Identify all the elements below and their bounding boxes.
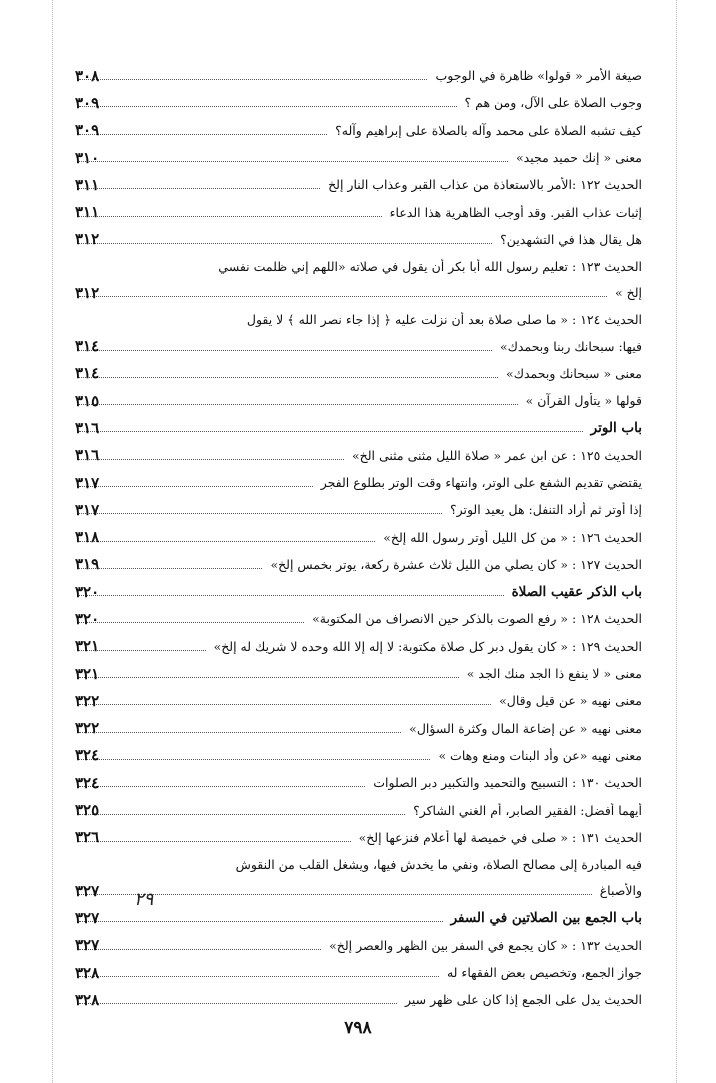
toc-entry-title: الحديث ١٢٨ : « رفع الصوت بالذكر حين الانصراف من المكتوبة» <box>308 611 642 626</box>
toc-entry <box>75 469 642 496</box>
toc-entry <box>75 332 642 359</box>
toc-entry-page: ٣٢٧ <box>75 908 100 927</box>
toc-entry-page: ٣٢٢ <box>75 719 100 738</box>
toc-entry <box>75 117 642 144</box>
toc-entry-title: صيغة الأمر « قولوا» ظاهرة في الوجوب <box>431 68 642 83</box>
toc-entry-page: ٣١٦ <box>75 446 100 465</box>
toc-entry-title: باب الوتر <box>587 420 642 436</box>
toc-entry <box>75 986 642 1013</box>
toc-entry <box>75 796 642 823</box>
toc-entry-title: الحديث ١٣٢ : « كان يجمع في السفر بين الظهر والعصر إلخ» <box>325 938 642 953</box>
toc-entry-page: ٣١٨ <box>75 528 100 547</box>
toc-entry-page: ٣٢٠ <box>75 582 100 601</box>
dot-leader <box>79 921 443 922</box>
toc-entry-page: ٣٢٦ <box>75 828 100 847</box>
toc-entry <box>75 932 642 959</box>
toc-entry <box>75 877 642 904</box>
toc-entry <box>75 715 642 742</box>
toc-entry <box>75 959 642 986</box>
toc-entry-page: ٣٢٧ <box>75 936 100 955</box>
toc-entry-title: باب الجمع بين الصلاتين في السفر <box>447 910 642 926</box>
toc-entry-page: ٣٢٤ <box>75 746 100 765</box>
toc-entry-title: أيهما أفضل: الفقير الصابر، أم الغني الشاكر؟ <box>409 803 642 818</box>
dot-leader <box>79 732 401 733</box>
toc-entry-title: معنى نهيه « عن إضاعة المال وكثرة السؤال» <box>405 721 642 736</box>
toc-entry <box>75 551 642 578</box>
toc-entry-title: الحديث ١٢٥ : عن ابن عمر « صلاة الليل مثنى مثنى الخ» <box>348 448 642 463</box>
toc-entry-title: إثبات عذاب القبر. وقد أوجب الظاهرية هذا الدعاء <box>386 205 642 220</box>
dot-leader <box>79 976 439 977</box>
toc-entry <box>75 226 642 253</box>
toc-entry-title: معنى « سبحانك وبحمدك» <box>502 366 642 381</box>
toc-entry-title: فيها: سبحانك ربنا وبحمدك» <box>496 339 642 354</box>
toc-entry-page: ٣٢٧ <box>75 881 100 900</box>
toc-entry-page: ٣١٤ <box>75 337 100 356</box>
dot-leader <box>79 949 321 950</box>
toc-entry <box>75 605 642 632</box>
toc-entry-title: الحديث ١٢٦ : « من كل الليل أوتر رسول الله إلخ» <box>379 530 642 545</box>
dot-leader <box>79 79 427 80</box>
dot-leader <box>79 404 518 405</box>
toc-entry <box>75 62 642 89</box>
toc-entry-page: ٣٢١ <box>75 637 100 656</box>
dot-leader <box>79 894 592 895</box>
toc-entry <box>75 824 642 851</box>
toc-entry-page: ٣٢١ <box>75 664 100 683</box>
toc-entry <box>75 496 642 523</box>
toc-section-heading <box>75 578 642 605</box>
toc-entry-title: إذا أوتر ثم أراد التنفل: هل يعيد الوتر؟ <box>446 502 642 517</box>
toc-entry <box>75 523 642 550</box>
toc-entry <box>75 769 642 796</box>
dot-leader <box>79 161 508 162</box>
toc-entry <box>75 387 642 414</box>
toc-entry-page: ٣٢٤ <box>75 773 100 792</box>
dot-leader <box>79 296 607 297</box>
toc-entry-title: معنى نهيه « عن قيل وقال» <box>495 693 642 708</box>
toc-entry-page: ٣٢٠ <box>75 609 100 628</box>
page-number: ٧٩٨ <box>344 1018 372 1038</box>
toc-entry-page: ٣١٢ <box>75 230 100 249</box>
toc-entry-page: ٣٢٨ <box>75 990 100 1009</box>
toc-entry-title: الحديث ١٣٠ : التسبيح والتحميد والتكبير دبر الصلوات <box>369 775 642 790</box>
toc-entry-title: قولها « يتأول القرآن » <box>522 393 642 408</box>
toc-entry <box>75 742 642 769</box>
toc-entry <box>75 660 642 687</box>
toc-entry-title: إلخ » <box>611 285 642 300</box>
toc-entry <box>75 633 642 660</box>
toc-entry-title: الحديث ١٢٢ :الأمر بالاستعاذة من عذاب القبر وعذاب النار إلخ <box>324 177 642 192</box>
toc-entry-page: ٣٠٨ <box>75 66 100 85</box>
toc-entry-title: الحديث ١٣١ : « صلى في خميصة لها أعلام فنزعها إلخ» <box>355 830 642 845</box>
dot-leader <box>79 759 430 760</box>
toc-entry-page: ٣١٦ <box>75 418 100 437</box>
toc-entry-title: جواز الجمع، وتخصيص بعض الفقهاء له <box>443 965 642 980</box>
dot-leader <box>79 188 320 189</box>
toc-entry <box>75 253 642 279</box>
dot-leader <box>79 134 327 135</box>
dot-leader <box>79 814 405 815</box>
toc-entry-page: ٣١١ <box>75 203 100 222</box>
toc-entry <box>75 279 642 306</box>
toc-entry <box>75 198 642 225</box>
dot-leader <box>79 704 491 705</box>
dot-leader <box>79 786 365 787</box>
toc-entry-page: ٣١٤ <box>75 364 100 383</box>
toc-entry <box>75 171 642 198</box>
toc-entry <box>75 687 642 714</box>
dot-leader <box>79 216 382 217</box>
dot-leader <box>79 541 375 542</box>
dot-leader <box>79 595 504 596</box>
dot-leader <box>79 431 583 432</box>
dot-leader <box>79 350 492 351</box>
toc-entry-page: ٣٠٩ <box>75 93 100 112</box>
toc-entry-page: ٣١٠ <box>75 148 100 167</box>
toc-entry-title: هل يقال هذا في التشهدين؟ <box>496 232 642 247</box>
page-edge-left <box>52 0 53 1083</box>
page-edge-right <box>676 0 677 1083</box>
handwritten-note: ٢٩ <box>134 889 154 910</box>
toc-entry-title: باب الذكر عقيب الصلاة <box>508 584 642 600</box>
table-of-contents <box>75 62 642 1014</box>
toc-entry-title: كيف تشبه الصلاة على محمد وآله بالصلاة على إبراهيم وآله؟ <box>331 123 642 138</box>
toc-entry-title: الحديث ١٢٧ : « كان يصلي من الليل ثلاث عشرة ركعة، يوتر بخمس إلخ» <box>266 557 642 572</box>
dot-leader <box>79 243 492 244</box>
toc-entry-title: معنى « إنك حميد مجيد» <box>512 150 642 165</box>
toc-entry-page: ٣٠٩ <box>75 121 100 140</box>
dot-leader <box>79 1003 397 1004</box>
toc-entry-title: والأصباغ <box>596 883 642 898</box>
toc-entry-page: ٣١١ <box>75 175 100 194</box>
toc-entry <box>75 442 642 469</box>
toc-entry-title: وجوب الصلاة على الآل، ومن هم ؟ <box>461 95 642 110</box>
toc-entry-page: ٣٢٥ <box>75 801 100 820</box>
toc-entry <box>75 306 642 332</box>
toc-entry-title: الحديث ١٢٤ : « ما صلى صلاة بعد أن نزلت عليه ﴿ إذا جاء نصر الله ﴾ لا يقول <box>243 312 642 327</box>
toc-entry-page: ٣١٢ <box>75 283 100 302</box>
toc-entry-page: ٣١٧ <box>75 500 100 519</box>
toc-entry-page: ٣١٩ <box>75 555 100 574</box>
toc-entry-title: يقتضي تقديم الشفع على الوتر، وانتهاء وقت الوتر بطلوع الفجر <box>317 475 642 490</box>
toc-entry-title: معنى « لا ينفع ذا الجد منك الجد » <box>463 666 642 681</box>
toc-entry <box>75 144 642 171</box>
toc-entry-title: الحديث يدل على الجمع إذا كان على ظهر سير <box>401 992 642 1007</box>
dot-leader <box>79 841 351 842</box>
toc-entry-page: ٣١٥ <box>75 391 100 410</box>
toc-section-heading <box>75 414 642 441</box>
dot-leader <box>79 106 457 107</box>
dot-leader <box>79 677 459 678</box>
dot-leader <box>79 459 344 460</box>
toc-entry-page: ٣١٧ <box>75 473 100 492</box>
toc-entry-title: الحديث ١٢٣ : تعليم رسول الله أبا بكر أن يقول في صلاته «اللهم إني ظلمت نفسي <box>214 259 642 274</box>
toc-entry-title: الحديث ١٢٩ : « كان يقول دبر كل صلاة مكتوبة: لا إله إلا الله وحده لا شريك له إلخ» <box>210 639 642 654</box>
toc-section-heading <box>75 904 642 931</box>
toc-entry-title: فيه المبادرة إلى مصالح الصلاة، ونفي ما يخدش فيها، ويشغل القلب من النقوش <box>232 857 642 872</box>
toc-entry-title: معنى نهيه «عن وأد البنات ومنع وهات » <box>434 748 642 763</box>
toc-entry-page: ٣٢٢ <box>75 691 100 710</box>
toc-entry <box>75 851 642 877</box>
toc-entry-page: ٣٢٨ <box>75 963 100 982</box>
toc-entry <box>75 89 642 116</box>
toc-entry <box>75 360 642 387</box>
dot-leader <box>79 513 442 514</box>
dot-leader <box>79 377 498 378</box>
